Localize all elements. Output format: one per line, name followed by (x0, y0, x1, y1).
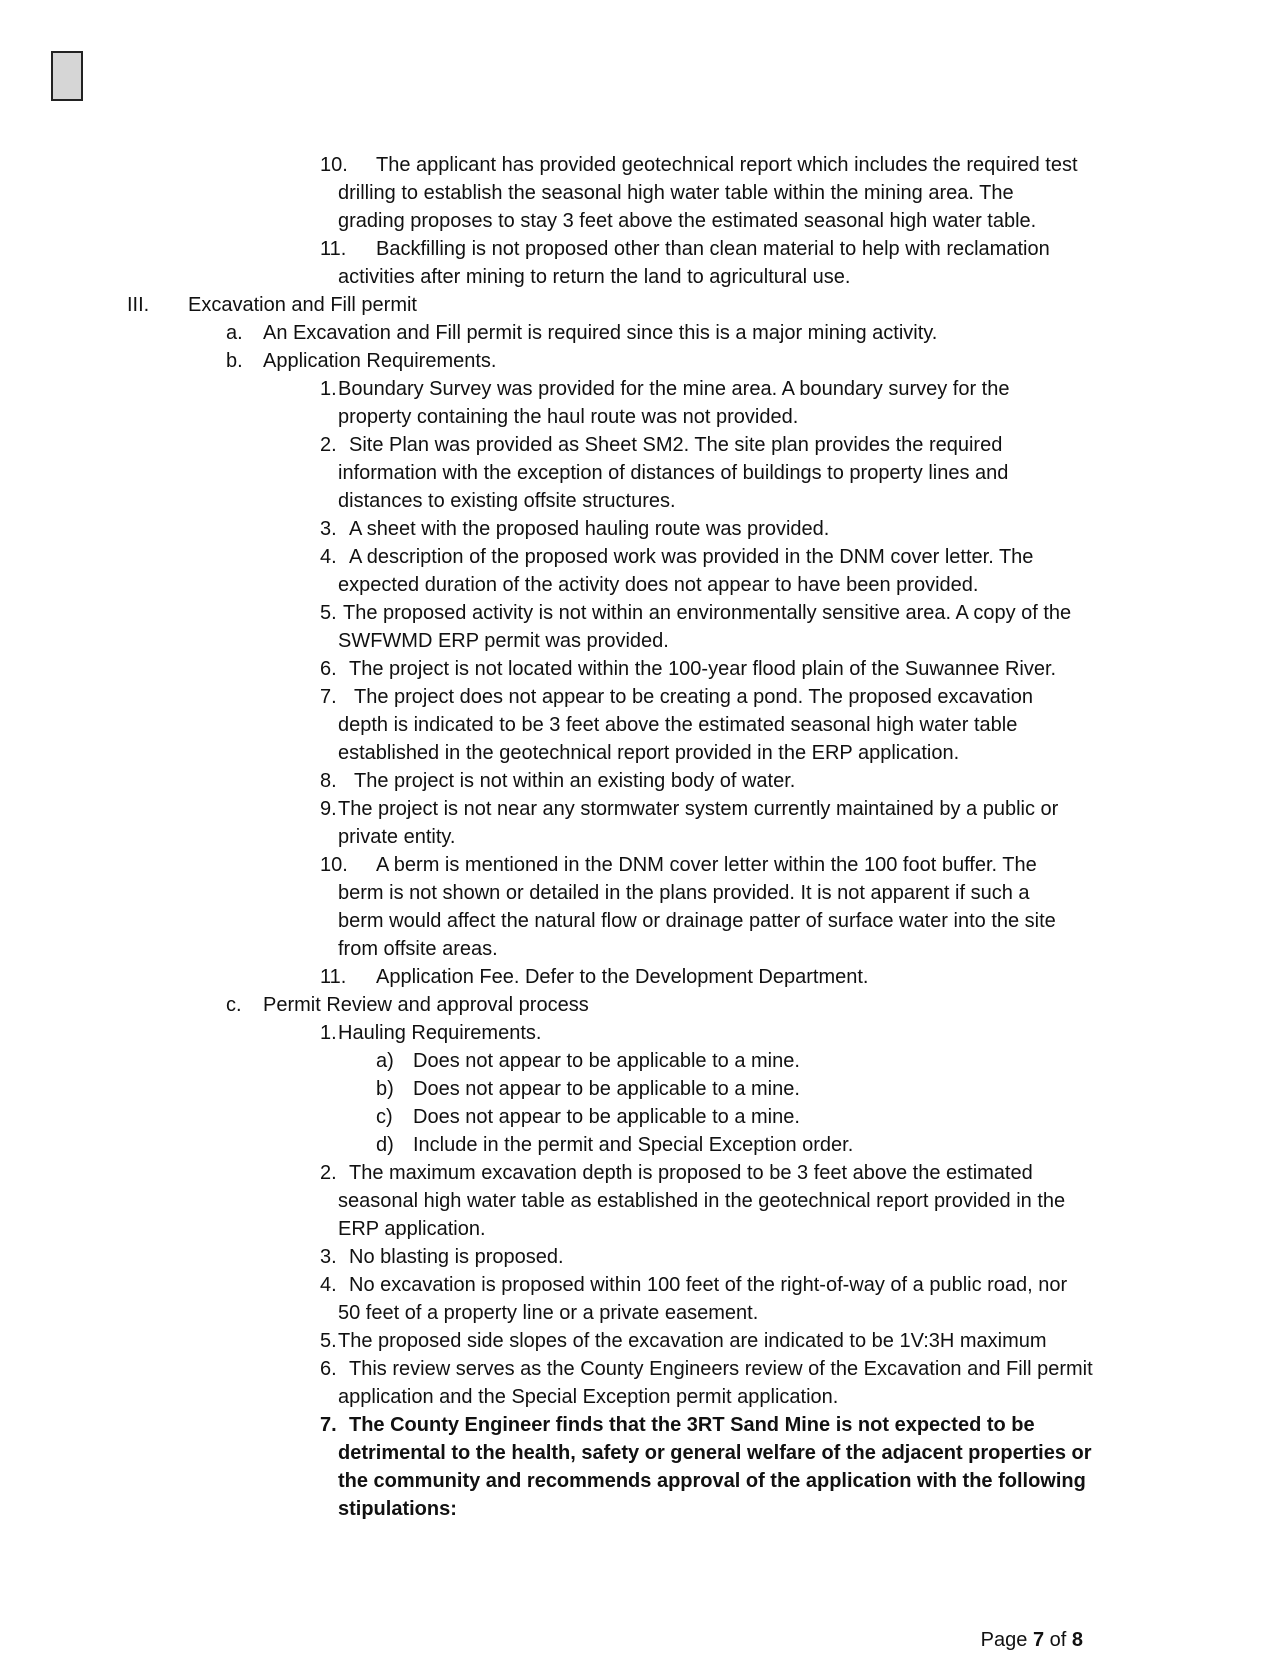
text-line: Permit Review and approval process (263, 994, 589, 1016)
list-marker: 6. (320, 658, 337, 680)
text-line: distances to existing offsite structures. (338, 490, 676, 512)
list-marker: a) (376, 1050, 394, 1072)
text-line: Application Requirements. (263, 350, 497, 372)
text-line: berm is not shown or detailed in the plans provided. It is not apparent if such a (338, 882, 1030, 904)
text-line: This review serves as the County Engineers review of the Excavation and Fill permit (349, 1358, 1093, 1380)
text-line: application and the Special Exception permit application. (338, 1386, 839, 1408)
text-line: A berm is mentioned in the DNM cover letter within the 100 foot buffer. The (376, 854, 1037, 876)
page-of: of (1049, 1629, 1067, 1651)
list-marker: 4. (320, 546, 337, 568)
list-marker: c. (226, 994, 242, 1016)
list-marker: 7. (320, 1414, 337, 1436)
text-line: Include in the permit and Special Exception order. (413, 1134, 854, 1156)
text-line: A description of the proposed work was provided in the DNM cover letter. The (349, 546, 1034, 568)
list-marker: 5. (320, 602, 337, 624)
text-line: No blasting is proposed. (349, 1246, 564, 1268)
text-line: A sheet with the proposed hauling route was provided. (349, 518, 830, 540)
text-line: private entity. (338, 826, 456, 848)
text-line: ERP application. (338, 1218, 486, 1240)
text-line: Hauling Requirements. (338, 1022, 542, 1044)
list-marker: 6. (320, 1358, 337, 1380)
page-label: Page (980, 1629, 1028, 1651)
list-marker: 2. (320, 1162, 337, 1184)
text-line: The County Engineer finds that the 3RT Sand Mine is not expected to be (349, 1414, 1035, 1436)
text-line: depth is indicated to be 3 feet above the estimated seasonal high water table (338, 714, 1018, 736)
text-line: information with the exception of distances of buildings to property lines and (338, 462, 1009, 484)
list-marker: 11. (320, 966, 347, 988)
list-marker: 3. (320, 1246, 337, 1268)
text-line: Application Fee. Defer to the Development Department. (376, 966, 869, 988)
text-line: expected duration of the activity does not appear to have been provided. (338, 574, 979, 596)
list-marker: 5. (320, 1330, 337, 1352)
list-marker: b. (226, 350, 243, 372)
text-line: SWFWMD ERP permit was provided. (338, 630, 669, 652)
list-marker: c) (376, 1106, 393, 1128)
list-marker: 10. (320, 854, 348, 876)
text-line: Excavation and Fill permit (188, 294, 417, 316)
text-line: seasonal high water table as established in the geotechnical report provided in the (338, 1190, 1066, 1212)
text-line: Site Plan was provided as Sheet SM2. The site plan provides the required (349, 434, 1003, 456)
text-line: Does not appear to be applicable to a mine. (413, 1050, 800, 1072)
text-line: established in the geotechnical report provided in the ERP application. (338, 742, 960, 764)
text-line: Does not appear to be applicable to a mine. (413, 1106, 800, 1128)
list-marker: 9. (320, 798, 337, 820)
list-marker: 1. (320, 1022, 337, 1044)
text-line: An Excavation and Fill permit is required since this is a major mining activity. (263, 322, 938, 344)
list-marker: a. (226, 322, 243, 344)
list-marker: 3. (320, 518, 337, 540)
page-marker-box (51, 51, 83, 101)
text-line: No excavation is proposed within 100 feet of the right-of-way of a public road, nor (349, 1274, 1068, 1296)
list-marker: d) (376, 1134, 394, 1156)
page-total: 8 (1071, 1629, 1083, 1651)
text-line: berm would affect the natural flow or drainage patter of surface water into the site (338, 910, 1056, 932)
text-line: grading proposes to stay 3 feet above the estimated seasonal high water table. (338, 210, 1037, 232)
text-line: Backfilling is not proposed other than clean material to help with reclamation (376, 238, 1050, 260)
list-marker: 8. (320, 770, 337, 792)
text-line: stipulations: (338, 1498, 457, 1520)
text-line: 50 feet of a property line or a private easement. (338, 1302, 759, 1324)
text-line: The project does not appear to be creating a pond. The proposed excavation (354, 686, 1033, 708)
text-line: The maximum excavation depth is proposed to be 3 feet above the estimated (349, 1162, 1033, 1184)
text-line: Does not appear to be applicable to a mine. (413, 1078, 800, 1100)
text-line: The project is not within an existing body of water. (354, 770, 796, 792)
text-line: The applicant has provided geotechnical report which includes the required test (376, 154, 1078, 176)
list-marker: III. (127, 294, 150, 316)
list-marker: 4. (320, 1274, 337, 1296)
text-line: activities after mining to return the land to agricultural use. (338, 266, 851, 288)
text-line: The proposed activity is not within an environmentally sensitive area. A copy of the (343, 602, 1072, 624)
text-line: Boundary Survey was provided for the mine area. A boundary survey for the (338, 378, 1010, 400)
text-line: The project is not near any stormwater system currently maintained by a public or (338, 798, 1059, 820)
list-marker: 2. (320, 434, 337, 456)
page-footer (981, 1626, 1083, 1654)
text-line: detrimental to the health, safety or general welfare of the adjacent properties or (338, 1442, 1092, 1464)
page-current: 7 (1032, 1629, 1045, 1651)
text-line: from offsite areas. (338, 938, 498, 960)
list-marker: 11. (320, 238, 347, 260)
list-marker: b) (376, 1078, 394, 1100)
text-line: The proposed side slopes of the excavation are indicated to be 1V:3H maximum (338, 1330, 1047, 1352)
list-marker: 10. (320, 154, 348, 176)
list-marker: 7. (320, 686, 337, 708)
text-line: drilling to establish the seasonal high water table within the mining area. The (338, 182, 1014, 204)
text-line: The project is not located within the 100-year flood plain of the Suwannee River. (349, 658, 1057, 680)
text-line: the community and recommends approval of the application with the following (338, 1470, 1086, 1492)
list-marker: 1. (320, 378, 337, 400)
text-line: property containing the haul route was not provided. (338, 406, 799, 428)
